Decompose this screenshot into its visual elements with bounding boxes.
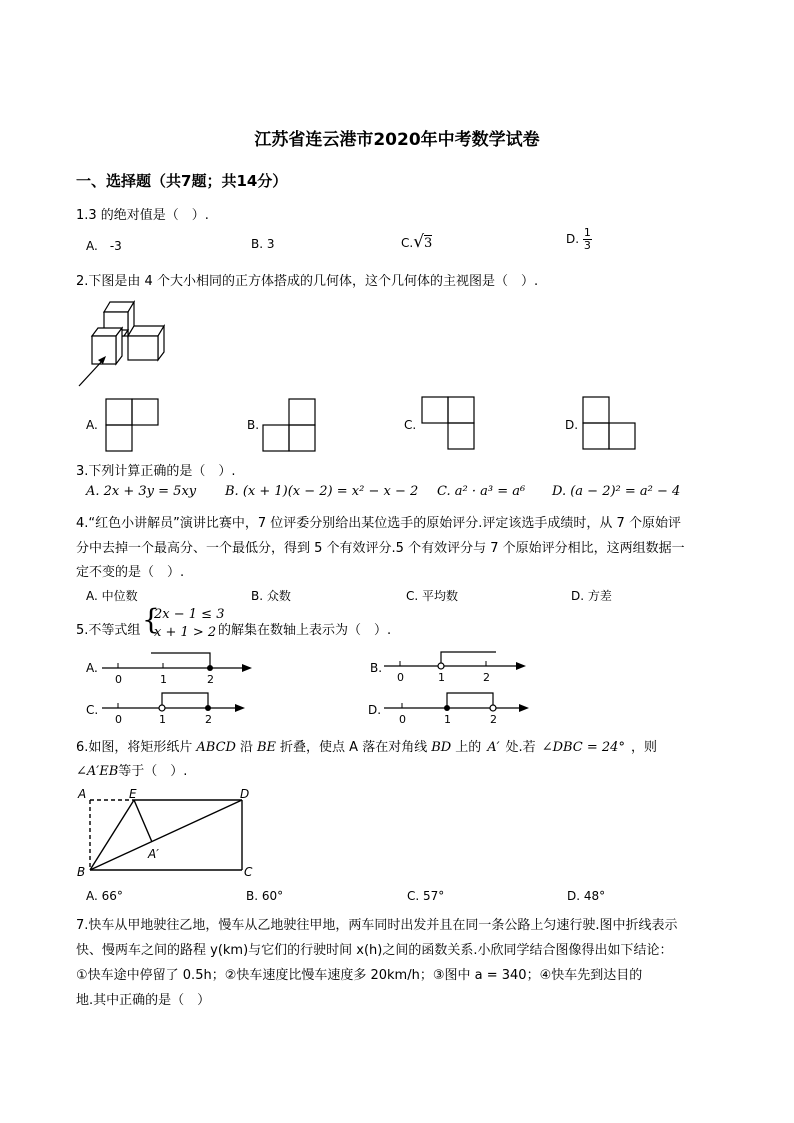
q1-stem: 1.3 的绝对值是（ ）. bbox=[76, 208, 209, 223]
q6-line1 bbox=[76, 736, 657, 755]
tick-label-0: 0 bbox=[115, 673, 122, 686]
q4-line2: 分中去掉一个最高分、一个最低分，得到 5 个有效评分.5 个有效评分与 7 个原始评分相比，这两组数据一 bbox=[76, 541, 685, 556]
q6-math-bd: BD bbox=[431, 740, 452, 755]
q6-text-6: ，则 bbox=[630, 740, 657, 755]
q7-line1: 7.快车从甲地驶往乙地，慢车从乙地驶往甲地，两车同时出发并且在同一条公路上匀速行驶.图中折线表示 bbox=[76, 918, 678, 933]
q5-suffix: 的解集在数轴上表示为（ ）. bbox=[218, 623, 392, 638]
q5-inequality-2: x + 1 > 2 bbox=[154, 625, 217, 640]
tick-label-1: 1 bbox=[438, 671, 445, 684]
tick-label-2: 2 bbox=[483, 671, 490, 684]
q4-option-b: B. 众数 bbox=[251, 589, 291, 603]
q6-math-be: BE bbox=[256, 740, 277, 755]
q6-math-aprime: A′ bbox=[487, 740, 500, 755]
label-d: D bbox=[240, 787, 250, 801]
q6-math-angle-aeb: ∠A′EB bbox=[76, 764, 119, 779]
q3-stem: 3.下列计算正确的是（ ）. bbox=[76, 464, 236, 479]
q6-option-c: C. 57° bbox=[407, 889, 445, 903]
q2-option-b: B. bbox=[247, 418, 260, 432]
label-c: C bbox=[244, 865, 253, 879]
tick-label-1: 1 bbox=[159, 713, 166, 726]
q2-stem: 2.下图是由 4 个大小相同的正方体搭成的几何体，这个几何体的主视图是（ ）. bbox=[76, 274, 539, 289]
label-e: E bbox=[129, 787, 137, 801]
q6-option-a: A. 66° bbox=[86, 889, 123, 903]
q2-view-b bbox=[263, 399, 317, 453]
q4-option-a: A. 中位数 bbox=[86, 589, 138, 603]
q1-option-c-radicand: 3 bbox=[424, 236, 433, 251]
q2-view-c bbox=[422, 397, 476, 453]
q2-option-c: C. bbox=[404, 418, 417, 432]
q3-option-b: B. (x + 1)(x − 2) = x² − x − 2 bbox=[225, 484, 419, 499]
fraction bbox=[583, 227, 592, 252]
tick-label-1: 1 bbox=[160, 673, 167, 686]
q6-text-3: 折叠，使点 A 落在对角线 bbox=[280, 740, 428, 755]
q4-line1: 4.“红色小讲解员”演讲比赛中，7 位评委分别给出某位选手的原始评分.评定该选手成绩时，从 7 个原始评 bbox=[76, 516, 681, 531]
q7-line4: 地.其中正确的是（ ） bbox=[76, 993, 211, 1008]
q2-view-a bbox=[106, 399, 160, 453]
q5-option-a: A. bbox=[86, 661, 98, 675]
q6-math-abcd: ABCD bbox=[196, 740, 236, 755]
q1-option-d bbox=[566, 227, 592, 252]
tick-label-0: 0 bbox=[399, 713, 406, 726]
q1-option-c: C.√3 bbox=[401, 232, 433, 252]
q1-option-c-label: C. bbox=[401, 236, 414, 250]
tick-label-0: 0 bbox=[115, 713, 122, 726]
tick-label-0: 0 bbox=[397, 671, 404, 684]
q6-text-7: 等于（ ）. bbox=[118, 764, 188, 779]
q3-option-a: A. 2x + 3y = 5xy bbox=[86, 484, 197, 499]
label-a-prime: A′ bbox=[148, 847, 159, 861]
q2-option-a: A. bbox=[86, 418, 98, 432]
label-b: B bbox=[77, 865, 86, 879]
q5-option-c: C. bbox=[86, 703, 99, 717]
q6-option-b: B. 60° bbox=[246, 889, 284, 903]
q6-option-d: D. 48° bbox=[567, 889, 606, 903]
q5-number-line-b bbox=[384, 648, 534, 690]
q7-line2: 快、慢两车之间的路程 y(km)与它们的行驶时间 x(h)之间的函数关系.小欣同学结合图像得出如下结论： bbox=[76, 943, 673, 958]
label-a: A bbox=[78, 787, 87, 801]
q4-option-c: C. 平均数 bbox=[406, 589, 459, 603]
q6-text-4: 上的 bbox=[455, 740, 482, 755]
tick-label-2: 2 bbox=[205, 713, 212, 726]
fraction-numerator: 1 bbox=[583, 226, 591, 239]
q6-text-5: 处.若 bbox=[505, 740, 536, 755]
q5-number-line-c bbox=[102, 688, 252, 730]
tick-label-2: 2 bbox=[207, 673, 214, 686]
q5-option-b: B. bbox=[370, 661, 383, 675]
tick-label-2: 2 bbox=[490, 713, 497, 726]
page-title: 江苏省连云港市2020年中考数学试卷 bbox=[254, 130, 540, 150]
q6-line2 bbox=[76, 760, 187, 779]
q7-line3: ①快车途中停留了 0.5h；②快车速度比慢车速度多 20km/h；③图中 a = 340；④快车先到达目的 bbox=[76, 968, 643, 983]
q5-number-line-a bbox=[102, 648, 252, 690]
q4-line3: 定不变的是（ ）. bbox=[76, 565, 185, 580]
q1-option-d-label: D. bbox=[566, 232, 580, 246]
q1-option-b: B. 3 bbox=[251, 237, 275, 251]
q6-text-2: 沿 bbox=[239, 740, 253, 755]
q4-option-d: D. 方差 bbox=[571, 589, 612, 603]
tick-label-1: 1 bbox=[444, 713, 451, 726]
q6-text-1: 6.如图，将矩形纸片 bbox=[76, 740, 193, 755]
q6-math-angle-dbc: ∠DBC = 24° bbox=[541, 740, 625, 755]
q5-brace: { bbox=[142, 603, 160, 636]
q5-prefix: 5.不等式组 bbox=[76, 623, 141, 638]
q3-option-c: C. a² · a³ = a⁶ bbox=[437, 484, 526, 499]
q5-number-line-d bbox=[384, 688, 534, 730]
q2-view-d bbox=[583, 397, 637, 453]
q2-cube-figure bbox=[76, 294, 176, 394]
q5-option-d: D. bbox=[368, 703, 382, 717]
q6-rectangle-figure bbox=[76, 786, 256, 878]
q1-option-a: A. -3 bbox=[86, 239, 122, 253]
section-heading: 一、选择题（共7题；共14分） bbox=[76, 172, 288, 190]
q5-inequality-1: 2x − 1 ≤ 3 bbox=[154, 607, 225, 622]
fraction-denominator: 3 bbox=[583, 239, 591, 252]
q3-option-d: D. (a − 2)² = a² − 4 bbox=[552, 484, 681, 499]
q2-option-d: D. bbox=[565, 418, 579, 432]
